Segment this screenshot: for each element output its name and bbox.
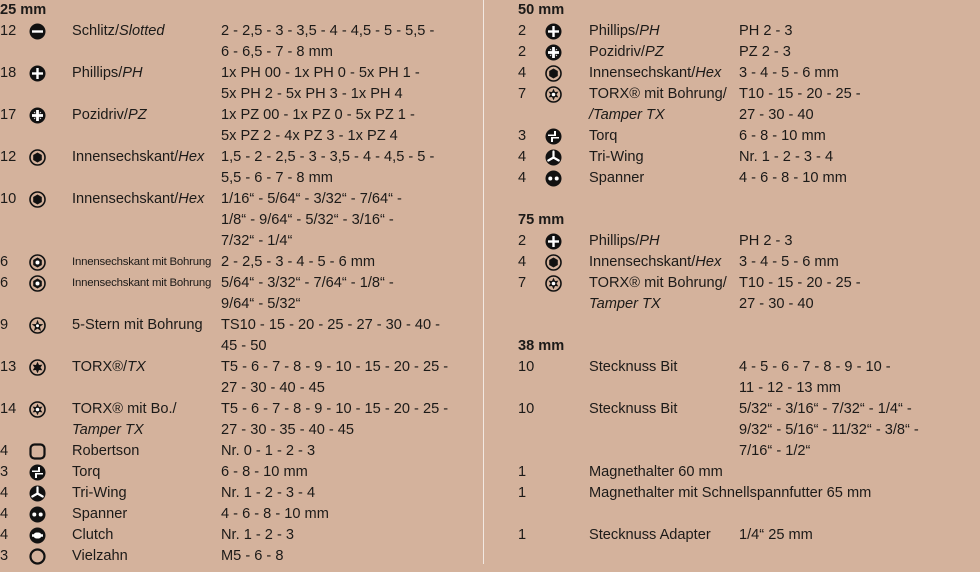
- bit-name-italic: Slotted: [119, 23, 165, 39]
- row-line: [518, 147, 980, 168]
- table-row: [0, 399, 478, 441]
- table-row: [0, 273, 478, 315]
- size-spec: Nr. 1 - 2 - 3 - 4: [221, 485, 316, 501]
- bit-name-text: Torq: [589, 128, 618, 144]
- quantity: 4: [518, 65, 527, 81]
- table-row: [0, 525, 478, 546]
- quantity: 4: [518, 170, 527, 186]
- row-line: [0, 315, 478, 336]
- bit-name: [589, 231, 660, 252]
- row-line: [518, 357, 980, 378]
- row-line: [518, 441, 980, 462]
- size-spec: 2 - 2,5 - 3 - 4 - 5 - 6 mm: [221, 254, 376, 270]
- bit-name-text: Innensechskant mit Bohrung: [72, 277, 212, 289]
- size-spec: 4 - 6 - 8 - 10 mm: [739, 170, 847, 186]
- section-heading: 38 mm: [518, 338, 565, 354]
- table-row: [518, 168, 980, 189]
- bit-name-text: Vielzahn: [72, 548, 128, 564]
- bit-name: [72, 252, 211, 273]
- size-spec: PH 2 - 3: [739, 23, 793, 39]
- row-line: [0, 189, 478, 210]
- hex-icon: [545, 65, 562, 82]
- bit-name-italic: Hex: [178, 149, 205, 165]
- bit-name-italic: PH: [122, 65, 143, 81]
- bit-name-italic: PH: [639, 233, 660, 249]
- bit-name-text: Phillips/: [589, 233, 640, 249]
- quantity: 4: [518, 149, 527, 165]
- left-column: [0, 0, 478, 567]
- size-spec: 6 - 8 - 10 mm: [739, 128, 826, 144]
- size-spec: 5,5 - 6 - 7 - 8 mm: [221, 170, 333, 186]
- row-line: [518, 231, 980, 252]
- phillips-icon: [545, 23, 562, 40]
- table-row: [518, 462, 980, 483]
- bit-name-text: TORX® mit Bohrung/: [589, 86, 727, 102]
- size-spec: 1,5 - 2 - 2,5 - 3 - 3,5 - 4 - 4,5 - 5 -: [221, 149, 435, 165]
- row-line: [0, 399, 478, 420]
- row-line: [0, 357, 478, 378]
- row-line: [518, 42, 980, 63]
- size-spec: 5/64“ - 3/32“ - 7/64“ - 1/8“ -: [221, 275, 394, 291]
- torq-icon: [545, 128, 562, 145]
- bit-name: [589, 63, 721, 84]
- five-star-icon: [29, 317, 46, 334]
- spacer: [518, 504, 980, 525]
- bit-name-italic: Hex: [695, 254, 722, 270]
- bit-name-text: Phillips/: [72, 65, 123, 81]
- spanner-icon: [545, 170, 562, 187]
- hex-bore-icon: [29, 254, 46, 271]
- quantity: 3: [0, 548, 9, 564]
- bit-name-line2: [589, 294, 661, 315]
- torq-icon: [29, 464, 46, 481]
- quantity: 14: [0, 401, 17, 417]
- row-line: [0, 294, 478, 315]
- robertson-icon: [29, 443, 46, 460]
- table-row: [0, 357, 478, 399]
- table-row: [0, 21, 478, 63]
- row-line: [0, 63, 478, 84]
- bit-name-text: Clutch: [72, 527, 114, 543]
- quantity: 4: [0, 443, 9, 459]
- size-spec: 9/32“ - 5/16“ - 11/32“ - 3/8“ -: [739, 422, 919, 438]
- bit-name: [72, 357, 146, 378]
- pozidriv-icon: [29, 107, 46, 124]
- spacer: [518, 189, 980, 210]
- multi-tooth-icon: [29, 548, 46, 565]
- size-spec: 27 - 30 - 40: [739, 296, 814, 312]
- bit-name: [589, 483, 871, 504]
- quantity: 4: [518, 254, 527, 270]
- bit-name-text: Tri-Wing: [72, 485, 127, 501]
- bit-name-text: Pozidriv/: [589, 44, 645, 60]
- bit-name-text: Phillips/: [589, 23, 640, 39]
- bit-name-text: Stecknuss Bit: [589, 401, 678, 417]
- hex-icon: [545, 254, 562, 271]
- row-line: [0, 441, 478, 462]
- quantity: 3: [518, 128, 527, 144]
- size-spec: TS10 - 15 - 20 - 25 - 27 - 30 - 40 -: [221, 317, 441, 333]
- row-line: [518, 63, 980, 84]
- quantity: 18: [0, 65, 17, 81]
- bit-name: [72, 504, 127, 525]
- bit-name-text: Stecknuss Bit: [589, 359, 678, 375]
- table-row: [518, 252, 980, 273]
- bit-name-italic: /Tamper TX: [589, 107, 665, 123]
- table-row: [518, 84, 980, 126]
- bit-name-text: TORX® mit Bo./: [72, 401, 177, 417]
- bit-name-text: Magnethalter 60 mm: [589, 464, 723, 480]
- bit-name: [589, 357, 677, 378]
- row-line: [0, 168, 478, 189]
- quantity: 2: [518, 23, 527, 39]
- quantity: 10: [518, 359, 535, 375]
- size-spec: PZ 2 - 3: [739, 44, 791, 60]
- bit-name: [72, 441, 139, 462]
- row-line: [0, 525, 478, 546]
- table-row: [518, 21, 980, 42]
- size-spec: 1x PH 00 - 1x PH 0 - 5x PH 1 -: [221, 65, 420, 81]
- size-spec: 1x PZ 00 - 1x PZ 0 - 5x PZ 1 -: [221, 107, 415, 123]
- size-spec: 27 - 30 - 35 - 40 - 45: [221, 422, 355, 438]
- size-spec: 27 - 30 - 40: [739, 107, 814, 123]
- size-spec: 1/4“ 25 mm: [739, 527, 813, 543]
- row-line: [0, 21, 478, 42]
- phillips-icon: [29, 65, 46, 82]
- torx-bore-icon: [545, 86, 562, 103]
- row-line: [518, 378, 980, 399]
- phillips-icon: [545, 233, 562, 250]
- bit-name-text: Stecknuss Adapter: [589, 527, 711, 543]
- table-row: [518, 126, 980, 147]
- table-row: [518, 273, 980, 315]
- row-line: [0, 420, 478, 441]
- row-line: [0, 126, 478, 147]
- hex-icon: [29, 149, 46, 166]
- quantity: 10: [0, 191, 17, 207]
- size-spec: 9/64“ - 5/32“: [221, 296, 301, 312]
- row-line: [0, 231, 478, 252]
- hex-bore-icon: [29, 275, 46, 292]
- size-spec: M5 - 6 - 8: [221, 548, 284, 564]
- row-line: [0, 483, 478, 504]
- quantity: 1: [518, 485, 527, 501]
- quantity: 4: [0, 527, 9, 543]
- bit-name: [589, 168, 644, 189]
- row-line: [518, 462, 980, 483]
- bit-name-italic: Hex: [178, 191, 205, 207]
- size-spec: T10 - 15 - 20 - 25 -: [739, 86, 861, 102]
- bit-name-text: Innensechskant/: [589, 65, 696, 81]
- clutch-icon: [29, 527, 46, 544]
- bit-name-text: Innensechskant/: [72, 149, 179, 165]
- section-heading: 50 mm: [518, 2, 565, 18]
- bit-name-text: TORX® mit Bohrung/: [589, 275, 727, 291]
- row-line: [0, 210, 478, 231]
- bit-name-text: Innensechskant mit Bohrung: [72, 256, 212, 268]
- row-line: [518, 294, 980, 315]
- bit-name: [589, 84, 727, 105]
- row-line: [518, 525, 980, 546]
- quantity: 6: [0, 275, 9, 291]
- row-line: [518, 399, 980, 420]
- quantity: 7: [518, 275, 527, 291]
- size-spec: Nr. 1 - 2 - 3: [221, 527, 294, 543]
- size-spec: PH 2 - 3: [739, 233, 793, 249]
- torx-bore-icon: [29, 401, 46, 418]
- bit-name-text: Spanner: [589, 170, 645, 186]
- size-spec: 3 - 4 - 5 - 6 mm: [739, 65, 839, 81]
- table-row: [518, 147, 980, 168]
- table-row: [518, 63, 980, 84]
- table-row: [518, 42, 980, 63]
- bit-name: [72, 399, 177, 420]
- bit-name: [589, 42, 664, 63]
- quantity: 4: [0, 506, 9, 522]
- bit-name: [72, 147, 204, 168]
- quantity: 1: [518, 464, 527, 480]
- row-line: [0, 273, 478, 294]
- size-spec: 7/32“ - 1/4“: [221, 233, 293, 249]
- table-row: [0, 189, 478, 252]
- size-spec: 5/32“ - 3/16“ - 7/32“ - 1/4“ -: [739, 401, 912, 417]
- size-spec: 3 - 4 - 5 - 6 mm: [739, 254, 839, 270]
- bit-name-text: Innensechskant/: [589, 254, 696, 270]
- table-row: [0, 441, 478, 462]
- quantity: 12: [0, 23, 17, 39]
- bit-name: [589, 525, 711, 546]
- row-line: [0, 42, 478, 63]
- row-line: [0, 84, 478, 105]
- bit-name-text: Innensechskant/: [72, 191, 179, 207]
- quantity: 2: [518, 44, 527, 60]
- row-line: [518, 252, 980, 273]
- quantity: 4: [0, 485, 9, 501]
- quantity: 12: [0, 149, 17, 165]
- row-line: [0, 462, 478, 483]
- size-spec: Nr. 1 - 2 - 3 - 4: [739, 149, 834, 165]
- size-spec: 4 - 5 - 6 - 7 - 8 - 9 - 10 -: [739, 359, 891, 375]
- size-spec: Nr. 0 - 1 - 2 - 3: [221, 443, 316, 459]
- row-line: [0, 105, 478, 126]
- table-row: [0, 462, 478, 483]
- table-row: [0, 147, 478, 189]
- size-spec: 11 - 12 - 13 mm: [739, 380, 841, 396]
- spacer: [518, 315, 980, 336]
- bit-name-text: Schlitz/: [72, 23, 120, 39]
- table-row: [0, 315, 478, 357]
- quantity: 13: [0, 359, 17, 375]
- bit-name-italic: Hex: [695, 65, 722, 81]
- tri-wing-icon: [29, 485, 46, 502]
- tri-wing-icon: [545, 149, 562, 166]
- table-row: [0, 504, 478, 525]
- quantity: 10: [518, 401, 535, 417]
- bit-name: [72, 63, 143, 84]
- row-line: [518, 105, 980, 126]
- size-spec: 2 - 2,5 - 3 - 3,5 - 4 - 4,5 - 5 - 5,5 -: [221, 23, 435, 39]
- row-line: [518, 273, 980, 294]
- bit-name: [72, 483, 127, 504]
- size-spec: 45 - 50: [221, 338, 267, 354]
- size-spec: 4 - 6 - 8 - 10 mm: [221, 506, 329, 522]
- row-line: [0, 147, 478, 168]
- table-row: [0, 63, 478, 105]
- row-line: [0, 504, 478, 525]
- row-line: [518, 84, 980, 105]
- bit-name: [589, 126, 617, 147]
- size-spec: T5 - 6 - 7 - 8 - 9 - 10 - 15 - 20 - 25 -: [221, 401, 449, 417]
- hex-icon: [29, 191, 46, 208]
- bit-name-italic: Tamper TX: [589, 296, 661, 312]
- torx-bore-icon: [545, 275, 562, 292]
- bit-name-text: Robertson: [72, 443, 140, 459]
- table-row: [518, 483, 980, 504]
- bit-name-line2: [72, 420, 144, 441]
- bit-name: [72, 105, 147, 126]
- quantity: 3: [0, 464, 9, 480]
- bit-name-text: Tri-Wing: [589, 149, 644, 165]
- table-row: [518, 231, 980, 252]
- bit-name-italic: PZ: [127, 107, 147, 123]
- row-line: [0, 252, 478, 273]
- table-row: [518, 525, 980, 546]
- torx-icon: [29, 359, 46, 376]
- section-heading: 75 mm: [518, 212, 565, 228]
- size-spec: 7/16“ - 1/2“: [739, 443, 811, 459]
- quantity: 7: [518, 86, 527, 102]
- size-spec: 1/16“ - 5/64“ - 3/32“ - 7/64“ -: [221, 191, 402, 207]
- bit-name: [589, 273, 727, 294]
- row-line: [518, 168, 980, 189]
- row-line: [518, 126, 980, 147]
- bit-name: [589, 462, 723, 483]
- bit-name: [589, 21, 660, 42]
- quantity: 9: [0, 317, 9, 333]
- table-row: [518, 357, 980, 399]
- bit-name-text: Pozidriv/: [72, 107, 128, 123]
- size-spec: 1/8“ - 9/64“ - 5/32“ - 3/16“ -: [221, 212, 394, 228]
- row-line: [518, 420, 980, 441]
- column-divider: [483, 0, 484, 564]
- size-spec: 5x PZ 2 - 4x PZ 3 - 1x PZ 4: [221, 128, 398, 144]
- table-row: [518, 399, 980, 462]
- pozidriv-icon: [545, 44, 562, 61]
- row-line: [518, 21, 980, 42]
- bit-name-text: Torq: [72, 464, 101, 480]
- quantity: 2: [518, 233, 527, 249]
- quantity: 6: [0, 254, 9, 270]
- row-line: [0, 378, 478, 399]
- size-spec: 5x PH 2 - 5x PH 3 - 1x PH 4: [221, 86, 403, 102]
- spanner-icon: [29, 506, 46, 523]
- bit-name: [589, 147, 644, 168]
- bit-name-text: Spanner: [72, 506, 128, 522]
- bit-name: [72, 189, 204, 210]
- size-spec: T5 - 6 - 7 - 8 - 9 - 10 - 15 - 20 - 25 -: [221, 359, 449, 375]
- bit-name-text: TORX®/: [72, 359, 128, 375]
- quantity: 1: [518, 527, 527, 543]
- size-spec: T10 - 15 - 20 - 25 -: [739, 275, 861, 291]
- bit-name: [72, 273, 211, 294]
- bit-name-line2: [589, 105, 665, 126]
- bit-name: [72, 315, 203, 336]
- bit-name-text: Magnethalter mit Schnellspannfutter 65 mm: [589, 485, 872, 501]
- section-heading: 25 mm: [0, 2, 47, 18]
- bit-name: [72, 21, 164, 42]
- bit-name: [589, 252, 721, 273]
- slotted-icon: [29, 23, 46, 40]
- bit-name: [72, 462, 100, 483]
- bit-name: [589, 399, 677, 420]
- table-row: [0, 483, 478, 504]
- bit-name-italic: TX: [127, 359, 146, 375]
- right-column: [518, 0, 980, 546]
- quantity: 17: [0, 107, 17, 123]
- bit-name: [72, 525, 113, 546]
- size-spec: 27 - 30 - 40 - 45: [221, 380, 325, 396]
- bit-name-text: 5-Stern mit Bohrung: [72, 317, 203, 333]
- table-row: [0, 252, 478, 273]
- bit-name-italic: Tamper TX: [72, 422, 144, 438]
- table-row: [0, 105, 478, 147]
- size-spec: 6 - 8 - 10 mm: [221, 464, 308, 480]
- size-spec: 6 - 6,5 - 7 - 8 mm: [221, 44, 333, 60]
- bit-name-italic: PH: [639, 23, 660, 39]
- bit-name-italic: PZ: [644, 44, 664, 60]
- row-line: [0, 336, 478, 357]
- row-line: [518, 483, 980, 504]
